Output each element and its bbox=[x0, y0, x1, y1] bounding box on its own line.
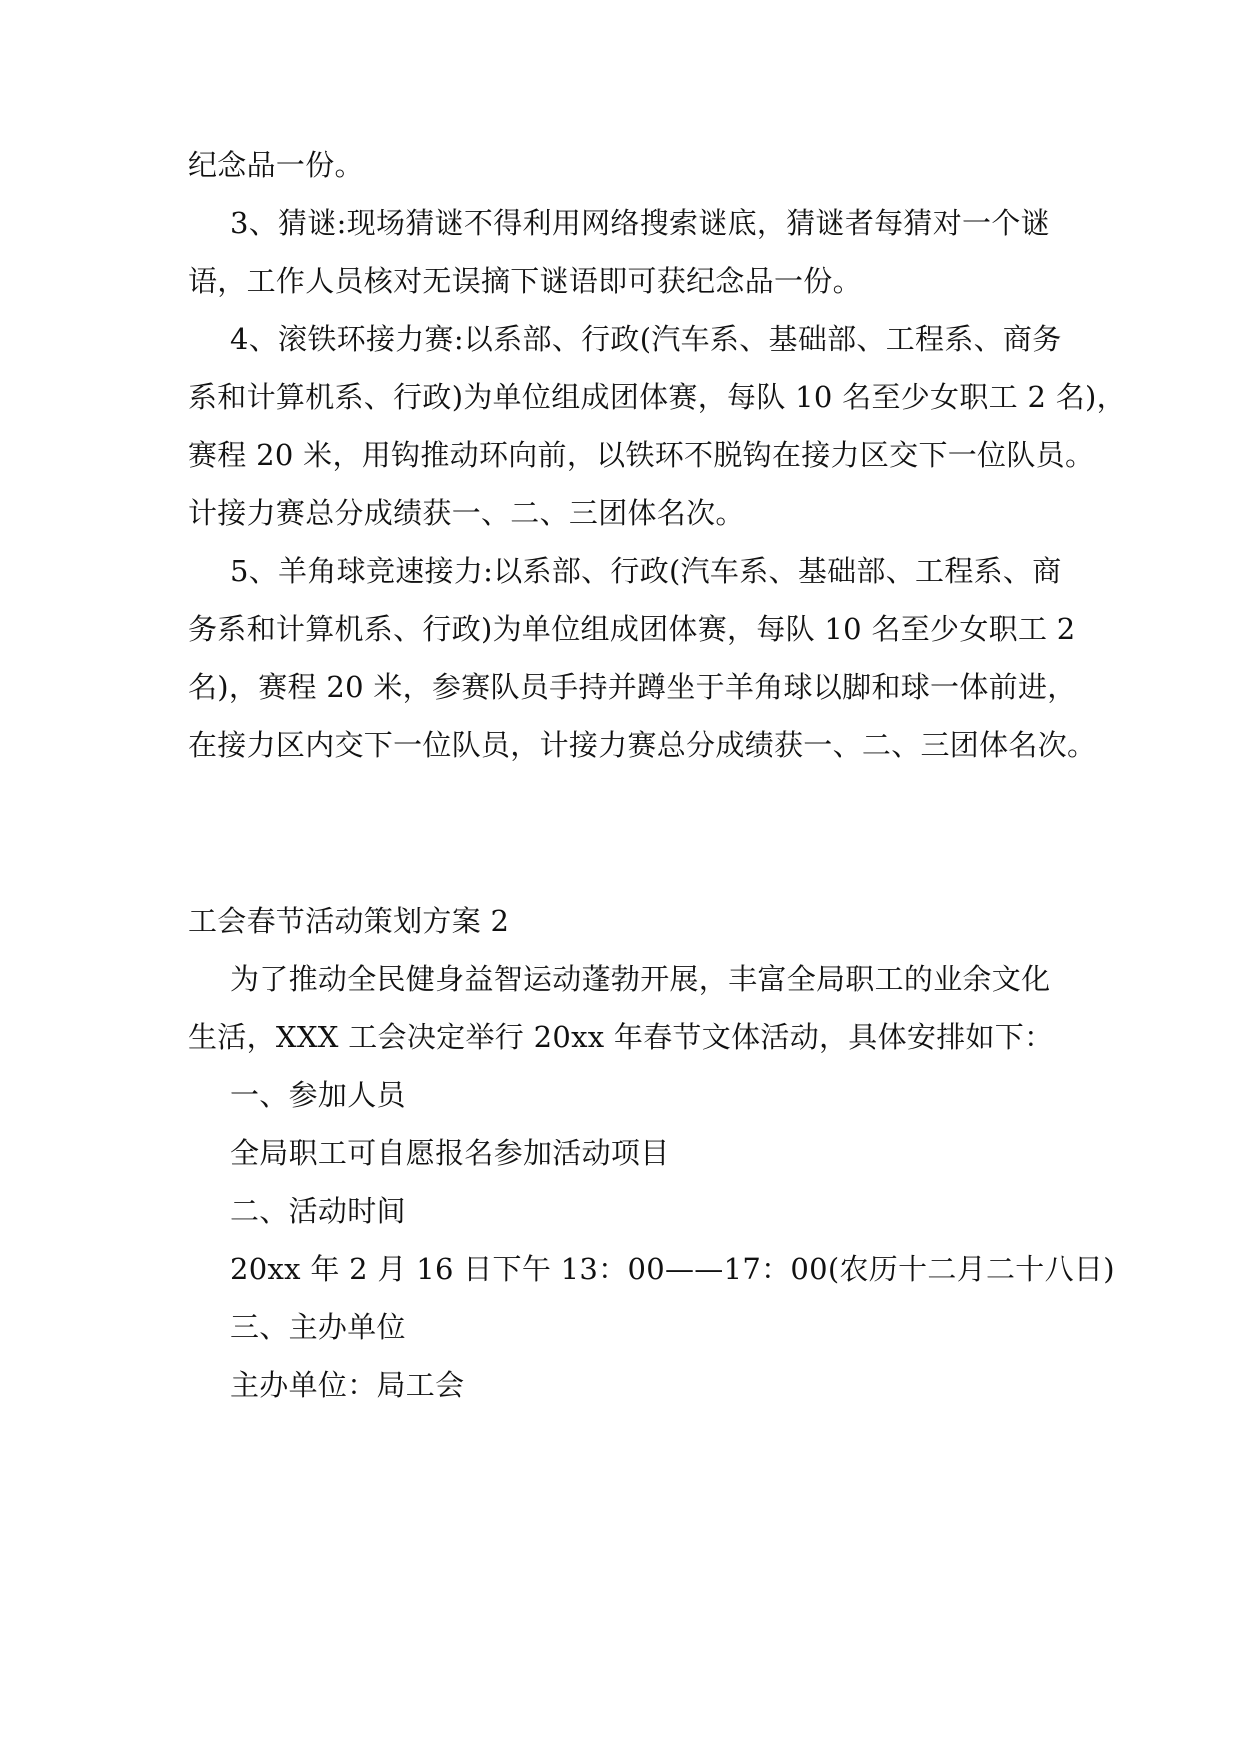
section-title: 工会春节活动策划方案 2 bbox=[188, 904, 510, 938]
section-heading: 一、参加人员 bbox=[230, 1078, 406, 1112]
paragraph-line: 计接力赛总分成绩获一、二、三团体名次。 bbox=[188, 496, 745, 530]
paragraph-line: 系和计算机系、行政)为单位组成团体赛，每队 10 名至少女职工 2 名)， bbox=[188, 380, 1126, 414]
paragraph-line: 在接力区内交下一位队员，计接力赛总分成绩获一、二、三团体名次。 bbox=[188, 728, 1097, 762]
paragraph-line: 20xx 年 2 月 16 日下午 13：00——17：00(农历十二月二十八日) bbox=[230, 1252, 1115, 1286]
paragraph-line: 3、猜谜:现场猜谜不得利用网络搜索谜底，猜谜者每猜对一个谜 bbox=[230, 206, 1050, 240]
paragraph-line: 5、羊角球竞速接力:以系部、行政(汽车系、基础部、工程系、商 bbox=[230, 554, 1062, 588]
paragraph-line: 赛程 20 米，用钩推动环向前，以铁环不脱钩在接力区交下一位队员。 bbox=[188, 438, 1095, 472]
paragraph-line: 4、滚铁环接力赛:以系部、行政(汽车系、基础部、工程系、商务 bbox=[230, 322, 1062, 356]
paragraph-line: 生活，XXX 工会决定举行 20xx 年春节文体活动，具体安排如下： bbox=[188, 1020, 1054, 1054]
paragraph-line: 务系和计算机系、行政)为单位组成团体赛，每队 10 名至少女职工 2 bbox=[188, 612, 1076, 646]
paragraph-line: 纪念品一份。 bbox=[188, 148, 364, 182]
paragraph-line: 主办单位：局工会 bbox=[230, 1368, 465, 1402]
paragraph-line: 语，工作人员核对无误摘下谜语即可获纪念品一份。 bbox=[188, 264, 862, 298]
section-heading: 三、主办单位 bbox=[230, 1310, 406, 1344]
paragraph-line: 名)，赛程 20 米，参赛队员手持并蹲坐于羊角球以脚和球一体前进， bbox=[188, 670, 1077, 704]
paragraph-line: 全局职工可自愿报名参加活动项目 bbox=[230, 1136, 670, 1170]
section-heading: 二、活动时间 bbox=[230, 1194, 406, 1228]
paragraph-line: 为了推动全民健身益智运动蓬勃开展，丰富全局职工的业余文化 bbox=[230, 962, 1051, 996]
